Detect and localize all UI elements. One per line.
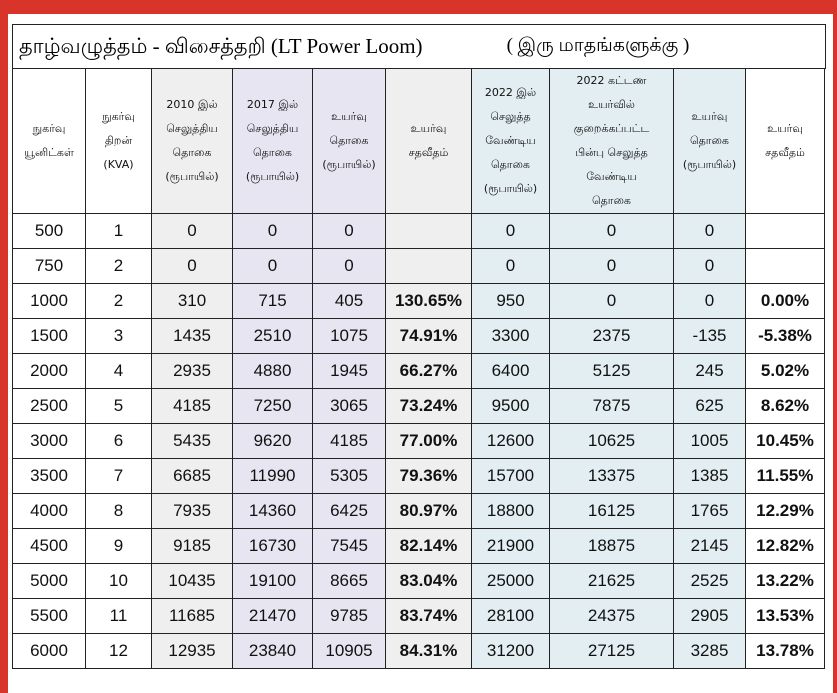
cell-percent-2: 13.22% [746,564,825,599]
cell-paid-2010: 7935 [152,494,233,529]
table-row [13,459,825,494]
cell-increase-2: 0 [674,249,746,284]
cell-payable-reduced: 13375 [550,459,674,494]
cell-payable-reduced: 24375 [550,599,674,634]
table-row [13,249,825,284]
cell-units: 6000 [13,634,86,669]
cell-increase-2: 1005 [674,424,746,459]
table-row [13,634,825,669]
cell-percent-1: 74.91% [386,319,472,354]
right-red-border [833,0,837,693]
header-text-line: செலுத்த [490,110,531,123]
cell-payable-reduced: 5125 [550,354,674,389]
cell-payable-2022: 21900 [472,529,550,564]
cell-increase-2: 2145 [674,529,746,564]
cell-units: 2500 [13,389,86,424]
cell-paid-2010: 310 [152,284,233,319]
header-text-line: தொகை [253,146,292,159]
cell-paid-2017: 0 [233,249,313,284]
cell-percent-2: 0.00% [746,284,825,319]
cell-kva: 12 [86,634,152,669]
cell-percent-2: 13.53% [746,599,825,634]
header-text-line: செலுத்திய [246,122,299,135]
cell-payable-2022: 12600 [472,424,550,459]
cell-payable-reduced: 0 [550,214,674,249]
cell-increase-2: 1765 [674,494,746,529]
cell-units: 4500 [13,529,86,564]
cell-paid-2010: 10435 [152,564,233,599]
cell-increase-1: 10905 [313,634,386,669]
table-body [13,214,825,669]
cell-kva: 8 [86,494,152,529]
cell-kva: 1 [86,214,152,249]
header-text-line: உயர்வு [410,122,447,135]
cell-units: 5000 [13,564,86,599]
title-bar [12,24,826,69]
cell-kva: 5 [86,389,152,424]
cell-kva: 7 [86,459,152,494]
cell-increase-2: -135 [674,319,746,354]
cell-payable-2022: 31200 [472,634,550,669]
header-text-line: தொகை [491,158,530,171]
header-text-line: (KVA) [103,158,134,171]
cell-kva: 11 [86,599,152,634]
cell-percent-2: 10.45% [746,424,825,459]
header-text-line: (ரூபாயில்) [483,182,538,195]
cell-increase-2: 2525 [674,564,746,599]
cell-units: 1500 [13,319,86,354]
cell-percent-1: 73.24% [386,389,472,424]
cell-payable-2022: 25000 [472,564,550,599]
header-text-line: (ரூபாயில்) [165,170,219,183]
cell-paid-2017: 715 [233,284,313,319]
cell-paid-2010: 12935 [152,634,233,669]
cell-percent-2: 12.29% [746,494,825,529]
cell-kva: 3 [86,319,152,354]
cell-paid-2010: 4185 [152,389,233,424]
cell-payable-2022: 950 [472,284,550,319]
cell-payable-2022: 9500 [472,389,550,424]
header-text-line: (ரூபாயில்) [682,158,737,171]
header-text-line: நுகர்வு [102,110,135,123]
table-row [13,354,825,389]
cell-kva: 6 [86,424,152,459]
cell-increase-1: 5305 [313,459,386,494]
cell-paid-2017: 7250 [233,389,313,424]
cell-increase-1: 0 [313,214,386,249]
header-text-line: சதவீதம் [765,146,805,159]
header-payable-2022 [472,69,550,214]
header-text-line: தொகை [172,146,212,159]
header-text-line: 2022 இல் [484,86,537,99]
top-red-border [0,0,837,14]
cell-percent-1 [386,214,472,249]
cell-percent-1: 66.27% [386,354,472,389]
cell-percent-1: 83.74% [386,599,472,634]
cell-percent-2: -5.38% [746,319,825,354]
cell-increase-1: 405 [313,284,386,319]
cell-kva: 2 [86,249,152,284]
header-text-line: நுகர்வு [32,122,66,135]
header-increase-percent-1 [386,69,472,214]
cell-increase-1: 3065 [313,389,386,424]
cell-paid-2017: 9620 [233,424,313,459]
header-text-line: திறன் [104,134,133,147]
cell-payable-reduced: 2375 [550,319,674,354]
header-text-line: தொகை [329,134,369,147]
header-paid-2010 [152,69,233,214]
header-increase-amount-1 [313,69,386,214]
page-subtitle: ( இரு மாதங்களுக்கு ) [506,35,690,56]
cell-increase-1: 7545 [313,529,386,564]
cell-percent-1: 130.65% [386,284,472,319]
header-text-line: உயர்வு [767,122,803,135]
cell-percent-2: 5.02% [746,354,825,389]
cell-increase-1: 4185 [313,424,386,459]
cell-paid-2017: 19100 [233,564,313,599]
cell-units: 2000 [13,354,86,389]
cell-payable-2022: 28100 [472,599,550,634]
cell-payable-reduced: 21625 [550,564,674,599]
header-text-line: வேண்டிய [485,134,536,147]
header-text-line: வேண்டிய [586,170,637,183]
cell-increase-1: 1945 [313,354,386,389]
header-text-line: தொகை [592,194,631,207]
header-text-line: (ரூபாயில்) [322,158,376,171]
cell-paid-2010: 11685 [152,599,233,634]
header-text-line: 2022 கட்டண [576,74,647,87]
cell-payable-2022: 3300 [472,319,550,354]
cell-paid-2010: 0 [152,249,233,284]
table-row [13,599,825,634]
cell-paid-2017: 2510 [233,319,313,354]
cell-payable-reduced: 0 [550,249,674,284]
cell-payable-2022: 18800 [472,494,550,529]
cell-units: 500 [13,214,86,249]
cell-increase-1: 6425 [313,494,386,529]
cell-percent-1: 80.97% [386,494,472,529]
cell-increase-2: 625 [674,389,746,424]
cell-payable-reduced: 10625 [550,424,674,459]
cell-percent-1: 84.31% [386,634,472,669]
cell-increase-2: 3285 [674,634,746,669]
table-row [13,319,825,354]
table-row [13,284,825,319]
cell-percent-1: 77.00% [386,424,472,459]
cell-percent-2: 13.78% [746,634,825,669]
cell-paid-2017: 4880 [233,354,313,389]
header-text-line: உயர்வு [331,110,367,123]
cell-paid-2010: 0 [152,214,233,249]
cell-units: 3000 [13,424,86,459]
cell-payable-2022: 6400 [472,354,550,389]
cell-increase-1: 1075 [313,319,386,354]
cell-percent-2: 8.62% [746,389,825,424]
cell-paid-2010: 9185 [152,529,233,564]
header-capacity-kva [86,69,152,214]
cell-payable-reduced: 0 [550,284,674,319]
cell-kva: 4 [86,354,152,389]
cell-kva: 2 [86,284,152,319]
header-text-line: தொகை [690,134,729,147]
tariff-table [12,68,825,669]
cell-percent-1 [386,249,472,284]
table-row [13,214,825,249]
cell-percent-1: 82.14% [386,529,472,564]
cell-paid-2017: 16730 [233,529,313,564]
cell-units: 750 [13,249,86,284]
header-text-line: (ரூபாயில்) [245,170,300,183]
header-increase-percent-2 [746,69,825,214]
cell-increase-2: 0 [674,284,746,319]
cell-paid-2010: 5435 [152,424,233,459]
cell-increase-1: 0 [313,249,386,284]
header-text-line: செலுத்திய [166,122,218,135]
cell-payable-2022: 0 [472,249,550,284]
table-row [13,494,825,529]
cell-units: 5500 [13,599,86,634]
cell-percent-2 [746,249,825,284]
cell-paid-2017: 14360 [233,494,313,529]
cell-percent-1: 83.04% [386,564,472,599]
cell-paid-2017: 0 [233,214,313,249]
cell-increase-2: 1385 [674,459,746,494]
header-paid-2017 [233,69,313,214]
table-row [13,529,825,564]
header-units [13,69,86,214]
cell-units: 3500 [13,459,86,494]
table-row [13,424,825,459]
header-payable-after-reduction [550,69,674,214]
header-text-line: 2010 இல் [166,98,218,111]
header-text-line: சதவீதம் [408,146,449,159]
cell-payable-reduced: 27125 [550,634,674,669]
cell-units: 4000 [13,494,86,529]
header-increase-amount-2 [674,69,746,214]
header-text-line: 2017 இல் [246,98,299,111]
cell-paid-2010: 1435 [152,319,233,354]
cell-paid-2010: 2935 [152,354,233,389]
cell-units: 1000 [13,284,86,319]
cell-paid-2017: 23840 [233,634,313,669]
table-header-row [13,69,825,214]
cell-payable-reduced: 18875 [550,529,674,564]
table-row [13,564,825,599]
cell-percent-1: 79.36% [386,459,472,494]
cell-increase-2: 245 [674,354,746,389]
header-text-line: உயர்வு [691,110,728,123]
cell-payable-2022: 15700 [472,459,550,494]
cell-increase-1: 9785 [313,599,386,634]
header-text-line: குறைக்கப்பட்ட [573,122,650,135]
header-text-line: யூனிட்கள் [24,146,74,159]
left-red-border [0,0,8,693]
cell-increase-2: 0 [674,214,746,249]
header-text-line: பின்பு செலுத்த [575,146,648,159]
cell-kva: 10 [86,564,152,599]
cell-percent-2 [746,214,825,249]
table-row [13,389,825,424]
cell-percent-2: 11.55% [746,459,825,494]
cell-increase-1: 8665 [313,564,386,599]
cell-payable-2022: 0 [472,214,550,249]
cell-paid-2010: 6685 [152,459,233,494]
page-title: தாழ்வழுத்தம் - விசைத்தறி (LT Power Loom) [19,33,423,58]
header-text-line: உயர்வில் [588,98,635,111]
cell-paid-2017: 11990 [233,459,313,494]
cell-paid-2017: 21470 [233,599,313,634]
cell-payable-reduced: 16125 [550,494,674,529]
cell-percent-2: 12.82% [746,529,825,564]
cell-increase-2: 2905 [674,599,746,634]
cell-kva: 9 [86,529,152,564]
cell-payable-reduced: 7875 [550,389,674,424]
